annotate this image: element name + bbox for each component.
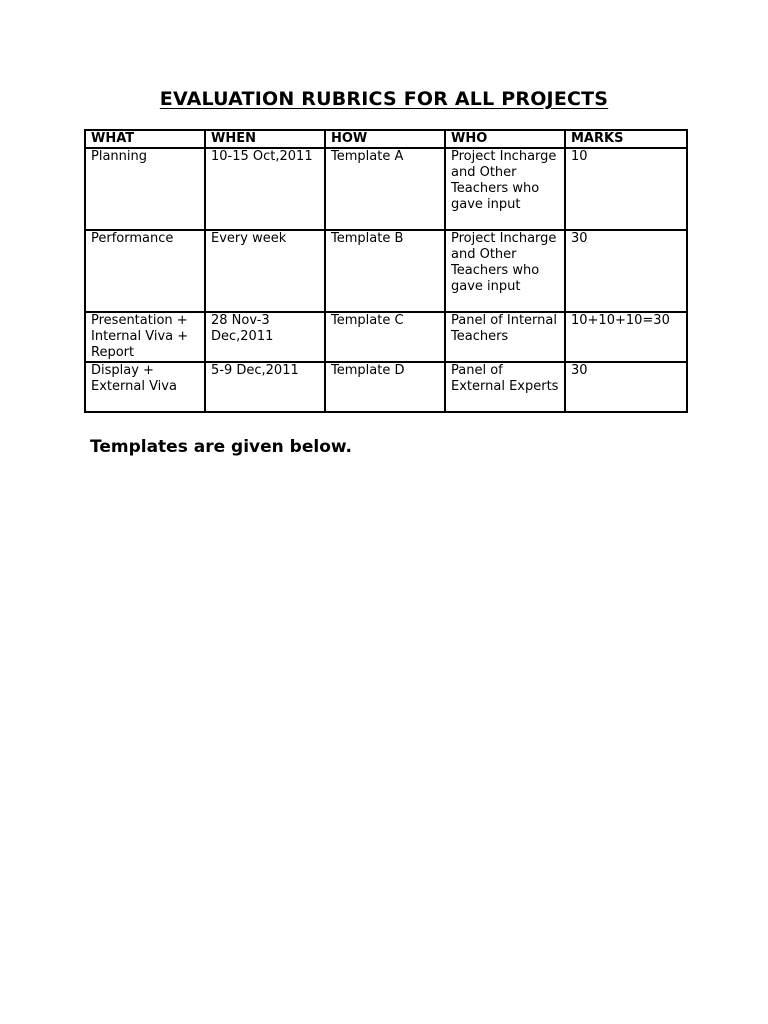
cell-how: Template A <box>325 148 445 230</box>
cell-what: Presentation + Internal Viva + Report <box>85 312 205 362</box>
templates-note: Templates are given below. <box>90 437 352 457</box>
header-how: HOW <box>325 130 445 148</box>
cell-who: Panel of External Experts <box>445 362 565 412</box>
cell-who: Project Incharge and Other Teachers who gave input <box>445 148 565 230</box>
rubric-table <box>84 129 688 413</box>
cell-when: 5-9 Dec,2011 <box>205 362 325 412</box>
cell-marks: 10+10+10=30 <box>565 312 687 362</box>
page-title: EVALUATION RUBRICS FOR ALL PROJECTS <box>159 88 609 110</box>
header-what: WHAT <box>85 130 205 148</box>
header-when: WHEN <box>205 130 325 148</box>
cell-who: Panel of Internal Teachers <box>445 312 565 362</box>
cell-when: 28 Nov-3 Dec,2011 <box>205 312 325 362</box>
header-who: WHO <box>445 130 565 148</box>
cell-when: 10-15 Oct,2011 <box>205 148 325 230</box>
cell-how: Template C <box>325 312 445 362</box>
cell-what: Display + External Viva <box>85 362 205 412</box>
table-row <box>85 312 687 362</box>
cell-what: Performance <box>85 230 205 312</box>
table-header-row <box>85 130 687 148</box>
header-marks: MARKS <box>565 130 687 148</box>
cell-how: Template B <box>325 230 445 312</box>
cell-marks: 30 <box>565 362 687 412</box>
cell-marks: 30 <box>565 230 687 312</box>
cell-how: Template D <box>325 362 445 412</box>
cell-what: Planning <box>85 148 205 230</box>
cell-marks: 10 <box>565 148 687 230</box>
table-row <box>85 362 687 412</box>
table-row <box>85 148 687 230</box>
cell-when: Every week <box>205 230 325 312</box>
table-row <box>85 230 687 312</box>
cell-who: Project Incharge and Other Teachers who gave input <box>445 230 565 312</box>
